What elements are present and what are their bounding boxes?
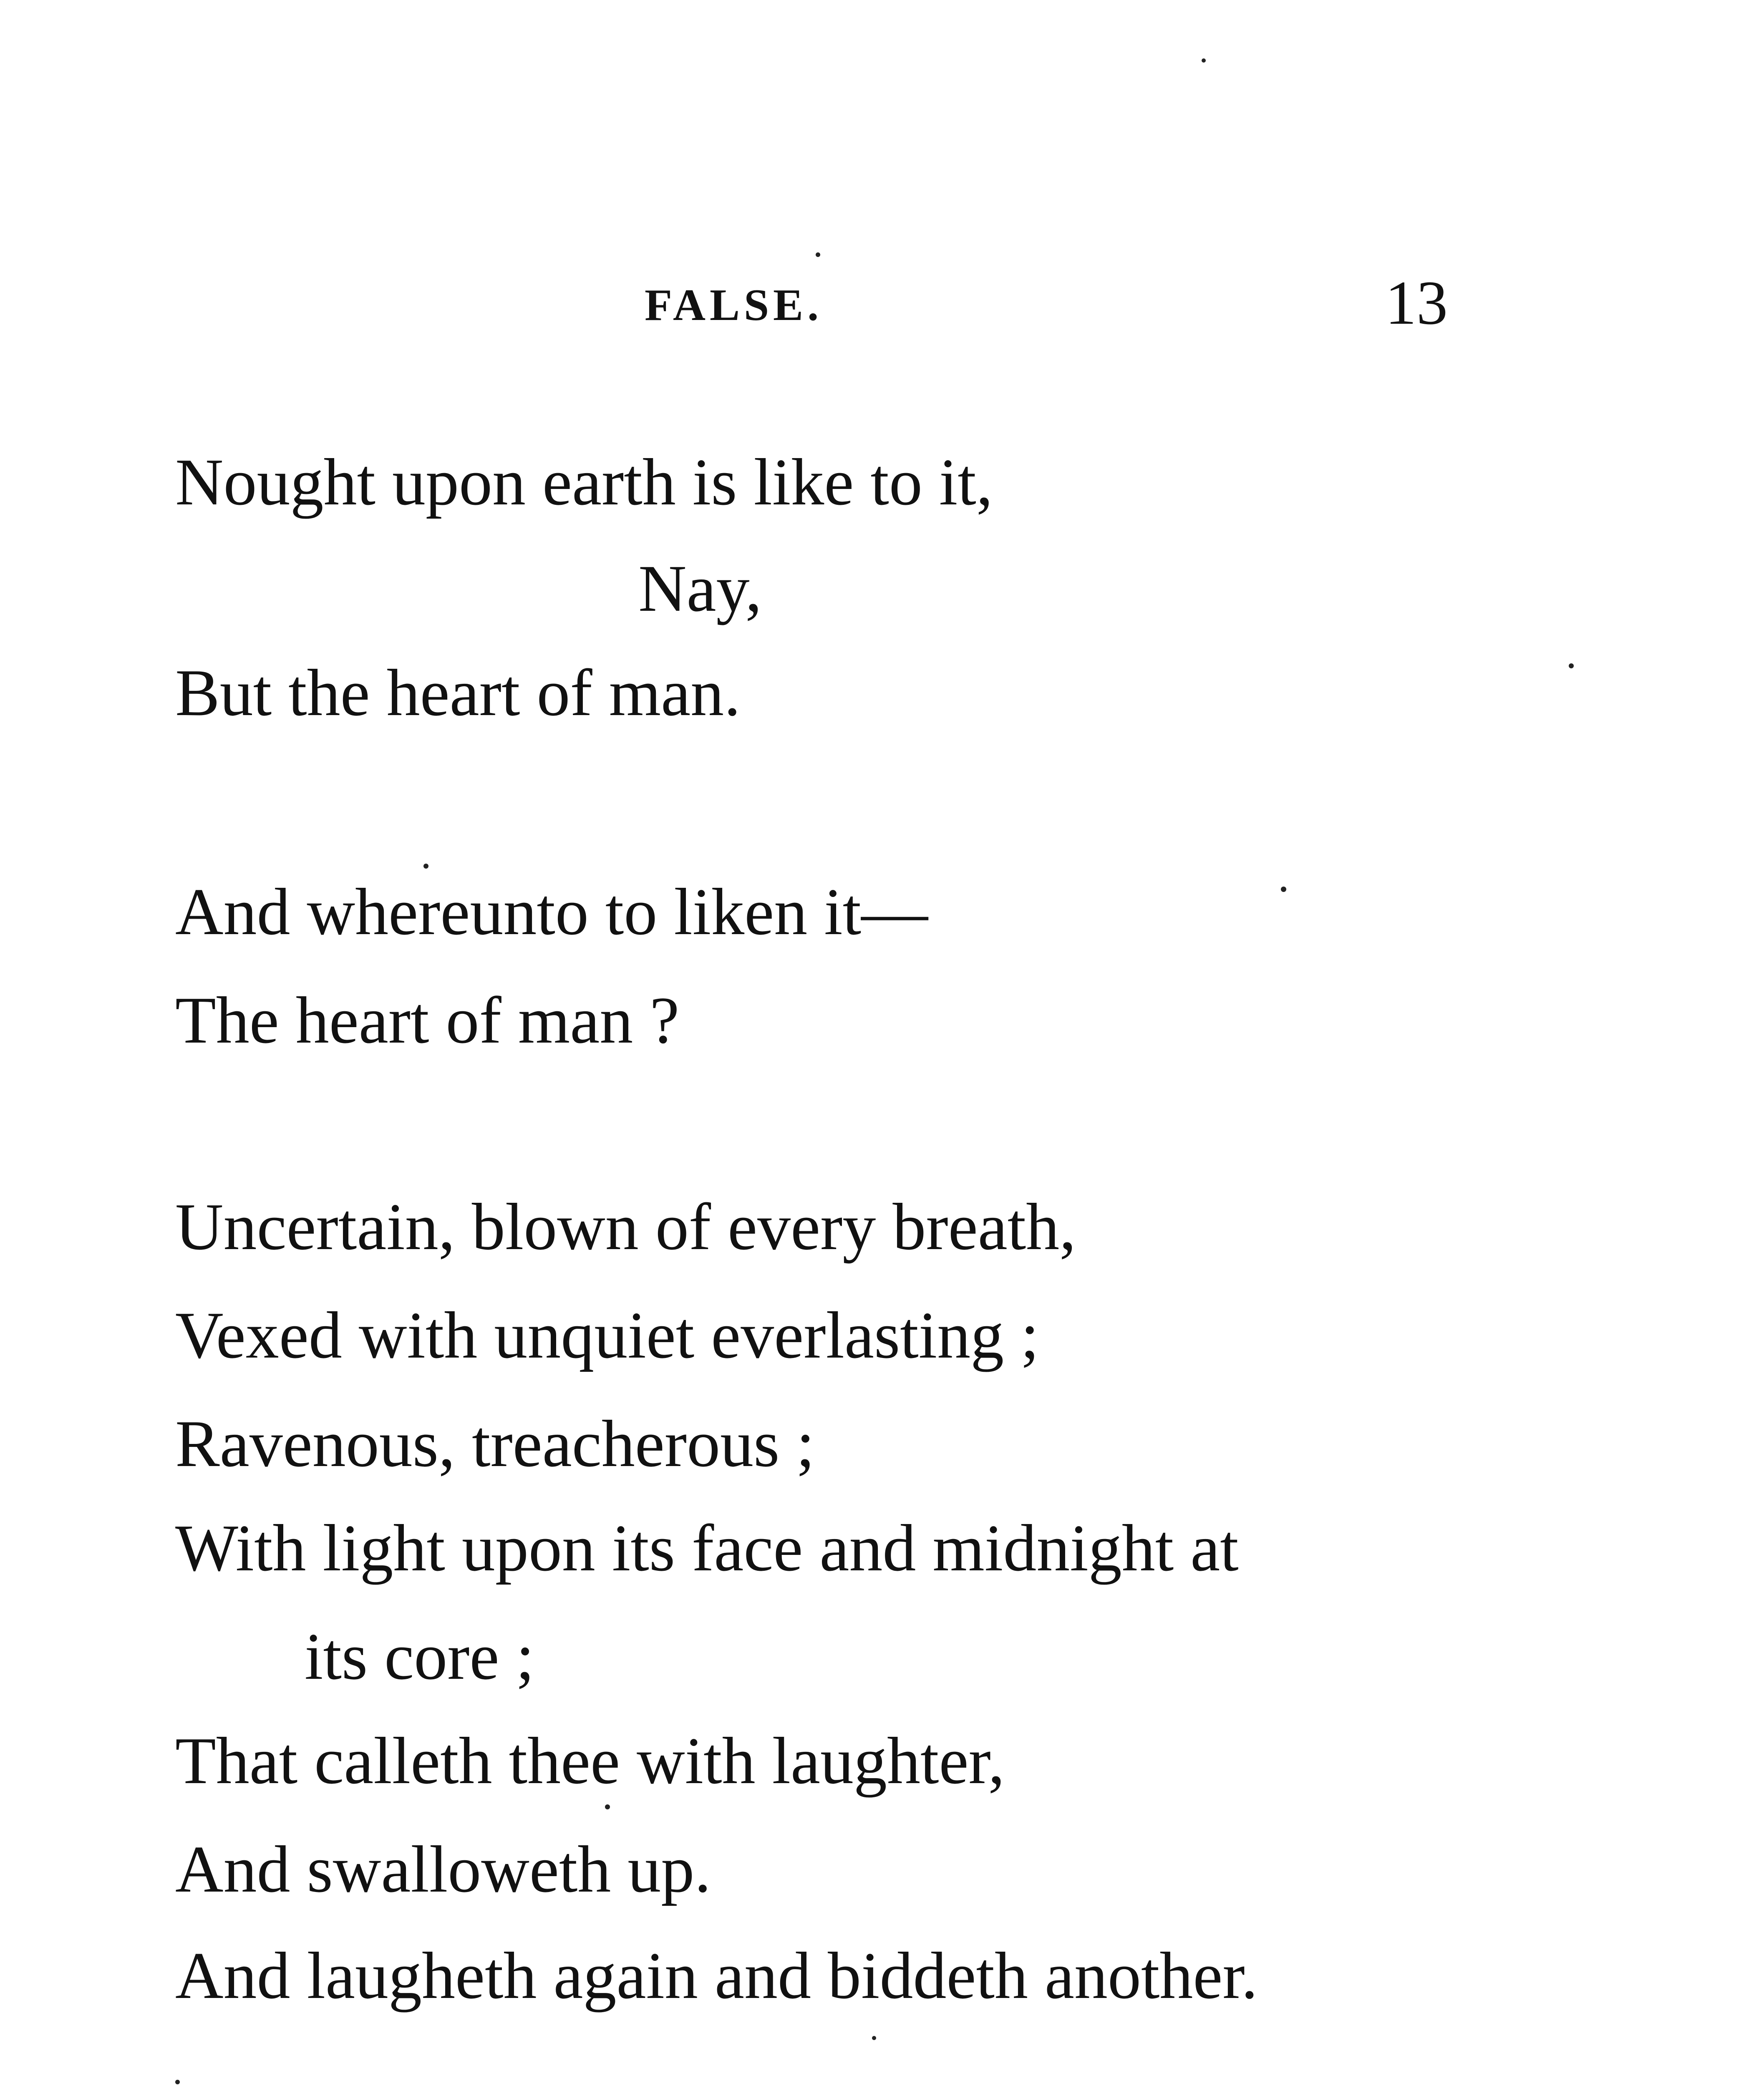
scan-speck — [175, 2080, 180, 2084]
poem-line: its core ; — [305, 1619, 534, 1693]
scan-speck — [816, 252, 820, 257]
poem-line: Uncertain, blown of every breath, — [175, 1189, 1076, 1264]
poem-line: Nought upon earth is like to it, — [175, 445, 993, 519]
poem-line: And whereunto to liken it— — [175, 874, 928, 949]
poem-line: Vexed with unquiet everlasting ; — [175, 1298, 1039, 1372]
poem-line: Ravenous, treacherous ; — [175, 1406, 815, 1481]
scan-speck — [605, 1804, 610, 1809]
scan-speck — [1281, 887, 1286, 892]
scan-speck — [1569, 663, 1574, 668]
scan-speck — [1202, 58, 1206, 63]
poem-line: That calleth thee with laughter, — [175, 1723, 1005, 1798]
running-header-title: FALSE. — [645, 280, 823, 330]
scan-speck — [872, 2036, 876, 2040]
poem-line: Nay, — [638, 551, 762, 625]
scan-speck — [423, 864, 428, 869]
poem-line: The heart of man ? — [175, 983, 680, 1057]
poem-line: And swalloweth up. — [175, 1832, 711, 1906]
poem-line: And laugheth again and biddeth another. — [175, 1938, 1258, 2013]
poem-line: But the heart of man. — [175, 655, 741, 730]
page-number: 13 — [1385, 268, 1448, 338]
poem-line: With light upon its face and midnight at — [175, 1511, 1239, 1585]
